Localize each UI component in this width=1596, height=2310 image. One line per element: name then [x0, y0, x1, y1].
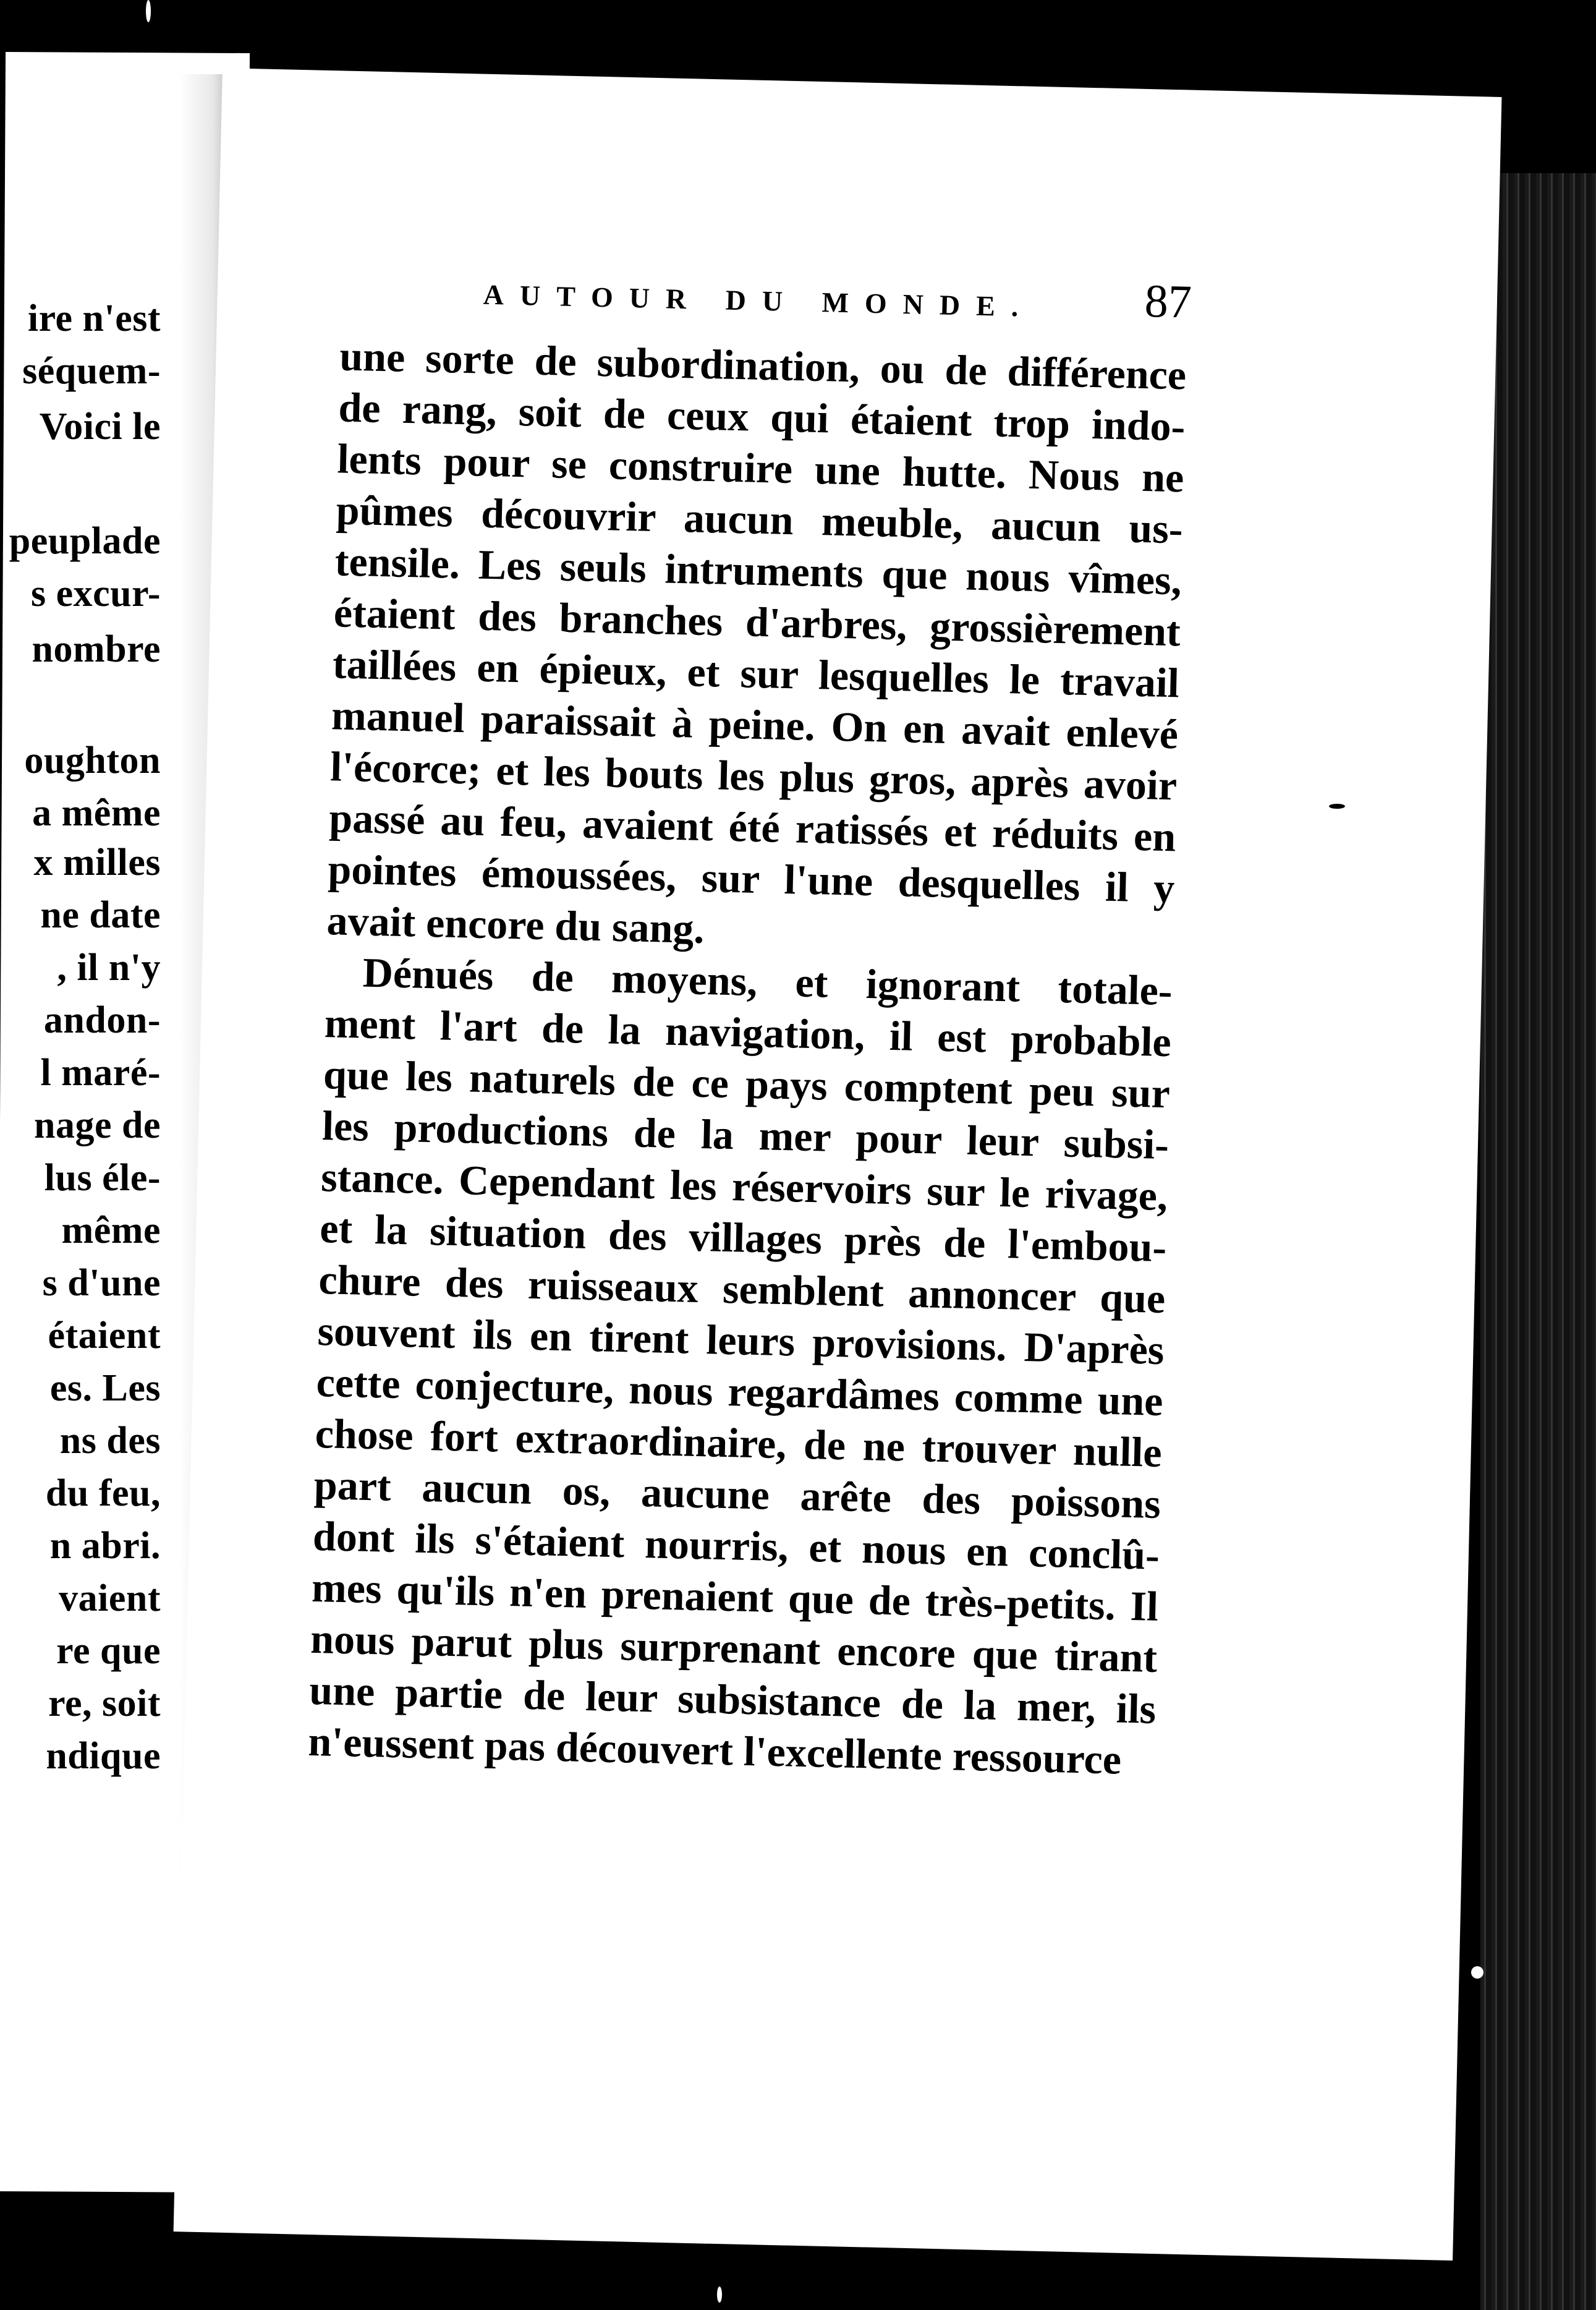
left-page-line: séquem- — [22, 350, 161, 392]
running-head: AUTOUR DU MONDE. — [483, 278, 1035, 323]
book-cover-edge — [1480, 173, 1596, 2310]
left-page-line: s excur- — [30, 573, 161, 615]
text-line: étaient des branches d'arbres, grossièrement — [333, 589, 1181, 655]
left-page-line: nage de — [34, 1104, 161, 1146]
left-page-line: es. Les — [49, 1367, 161, 1409]
ink-speck — [1471, 1966, 1484, 1979]
paragraph-1 — [326, 330, 1187, 965]
left-page-line: n abri. — [49, 1525, 161, 1567]
text-line: et la situation des villages près de l'embou- — [319, 1204, 1167, 1271]
left-page-line: Voici le — [39, 406, 161, 448]
left-page-line: x milles — [33, 842, 161, 884]
left-page-line: nombre — [32, 628, 161, 670]
text-line: mes qu'ils n'en prenaient que de très-petits. Il — [311, 1563, 1159, 1630]
paragraph-2 — [308, 946, 1173, 1786]
left-page-line: ne date — [40, 894, 161, 936]
left-page-line: oughton — [24, 739, 161, 782]
text-line: stance. Cependant les réservoirs sur le rivage, — [320, 1153, 1168, 1220]
page-number: 87 — [1144, 275, 1192, 328]
ink-speck — [146, 0, 151, 22]
left-page-line: a même — [32, 792, 161, 834]
text-line: Dénués de moyens, et ignorant totale- — [362, 948, 1173, 1015]
text-line: part aucun os, aucune arête des poissons — [313, 1460, 1161, 1528]
left-page-line: lus éle- — [44, 1157, 161, 1199]
text-line: n'eussent pas découvert l'excellente ressource — [307, 1717, 1122, 1783]
text-line: tensile. Les seuls intruments que nous vîmes, — [334, 537, 1182, 604]
left-page-line: l maré- — [40, 1052, 161, 1094]
text-line: dont ils s'étaient nourris, et nous en conclû- — [312, 1512, 1160, 1579]
text-line: l'écorce; et les bouts les plus gros, après avoir — [329, 743, 1178, 809]
left-page-line: , il n'y — [57, 947, 161, 989]
text-line: ment l'art de la navigation, il est probable — [324, 999, 1172, 1066]
left-page-line: andon- — [43, 999, 161, 1041]
ink-speck — [717, 2287, 722, 2303]
text-line: cette conjecture, nous regardâmes comme une — [315, 1358, 1164, 1425]
left-page-text — [0, 0, 167, 1855]
text-line: que les naturels de ce pays comptent peu sur — [323, 1051, 1171, 1117]
text-line: pointes émoussées, sur l'une desquelles il y — [327, 845, 1176, 912]
text-line: avait encore du sang. — [326, 897, 705, 953]
text-line: de rang, soit de ceux qui étaient trop indo- — [337, 383, 1186, 450]
text-line: passé au feu, avaient été ratissés et réduits en — [328, 794, 1177, 861]
left-page-line: ire n'est — [27, 297, 161, 339]
text-line: une sorte de subordination, ou de différence — [339, 332, 1187, 399]
left-page-line: étaient — [48, 1315, 161, 1357]
left-page-line: re que — [56, 1630, 161, 1672]
left-page-line: ndique — [46, 1735, 161, 1777]
left-page-line: peuplade — [9, 520, 161, 562]
text-line: chure des ruisseaux semblent annoncer que — [318, 1256, 1166, 1323]
text-line: manuel paraissait à peine. On en avait enlevé — [331, 691, 1179, 758]
left-page-line: re, soit — [48, 1682, 161, 1724]
text-line: une partie de leur subsistance de la mer, ils — [308, 1666, 1157, 1732]
left-page-line: ns des — [59, 1420, 161, 1462]
text-line: pûmes découvrir aucun meuble, aucun us- — [335, 486, 1184, 553]
text-line: chose fort extraordinaire, de ne trouver nulle — [315, 1409, 1163, 1477]
text-line: taillées en épieux, et sur lesquelles le travail — [332, 640, 1180, 707]
ink-speck — [1329, 804, 1345, 809]
left-page-line: vaient — [59, 1577, 161, 1619]
left-page-line: même — [61, 1209, 161, 1251]
text-line: les productions de la mer pour leur subsi- — [321, 1102, 1169, 1169]
text-line: souvent ils en tirent leurs provisions. D'après — [316, 1307, 1165, 1374]
left-page-line: s d'une — [42, 1262, 161, 1304]
text-line: nous parut plus surprenant encore que tirant — [310, 1614, 1158, 1681]
body-text — [308, 330, 1187, 1786]
right-page — [174, 68, 1502, 2261]
text-line: lents pour se construire une hutte. Nous ne — [336, 435, 1185, 501]
left-page-line: du feu, — [45, 1472, 161, 1514]
